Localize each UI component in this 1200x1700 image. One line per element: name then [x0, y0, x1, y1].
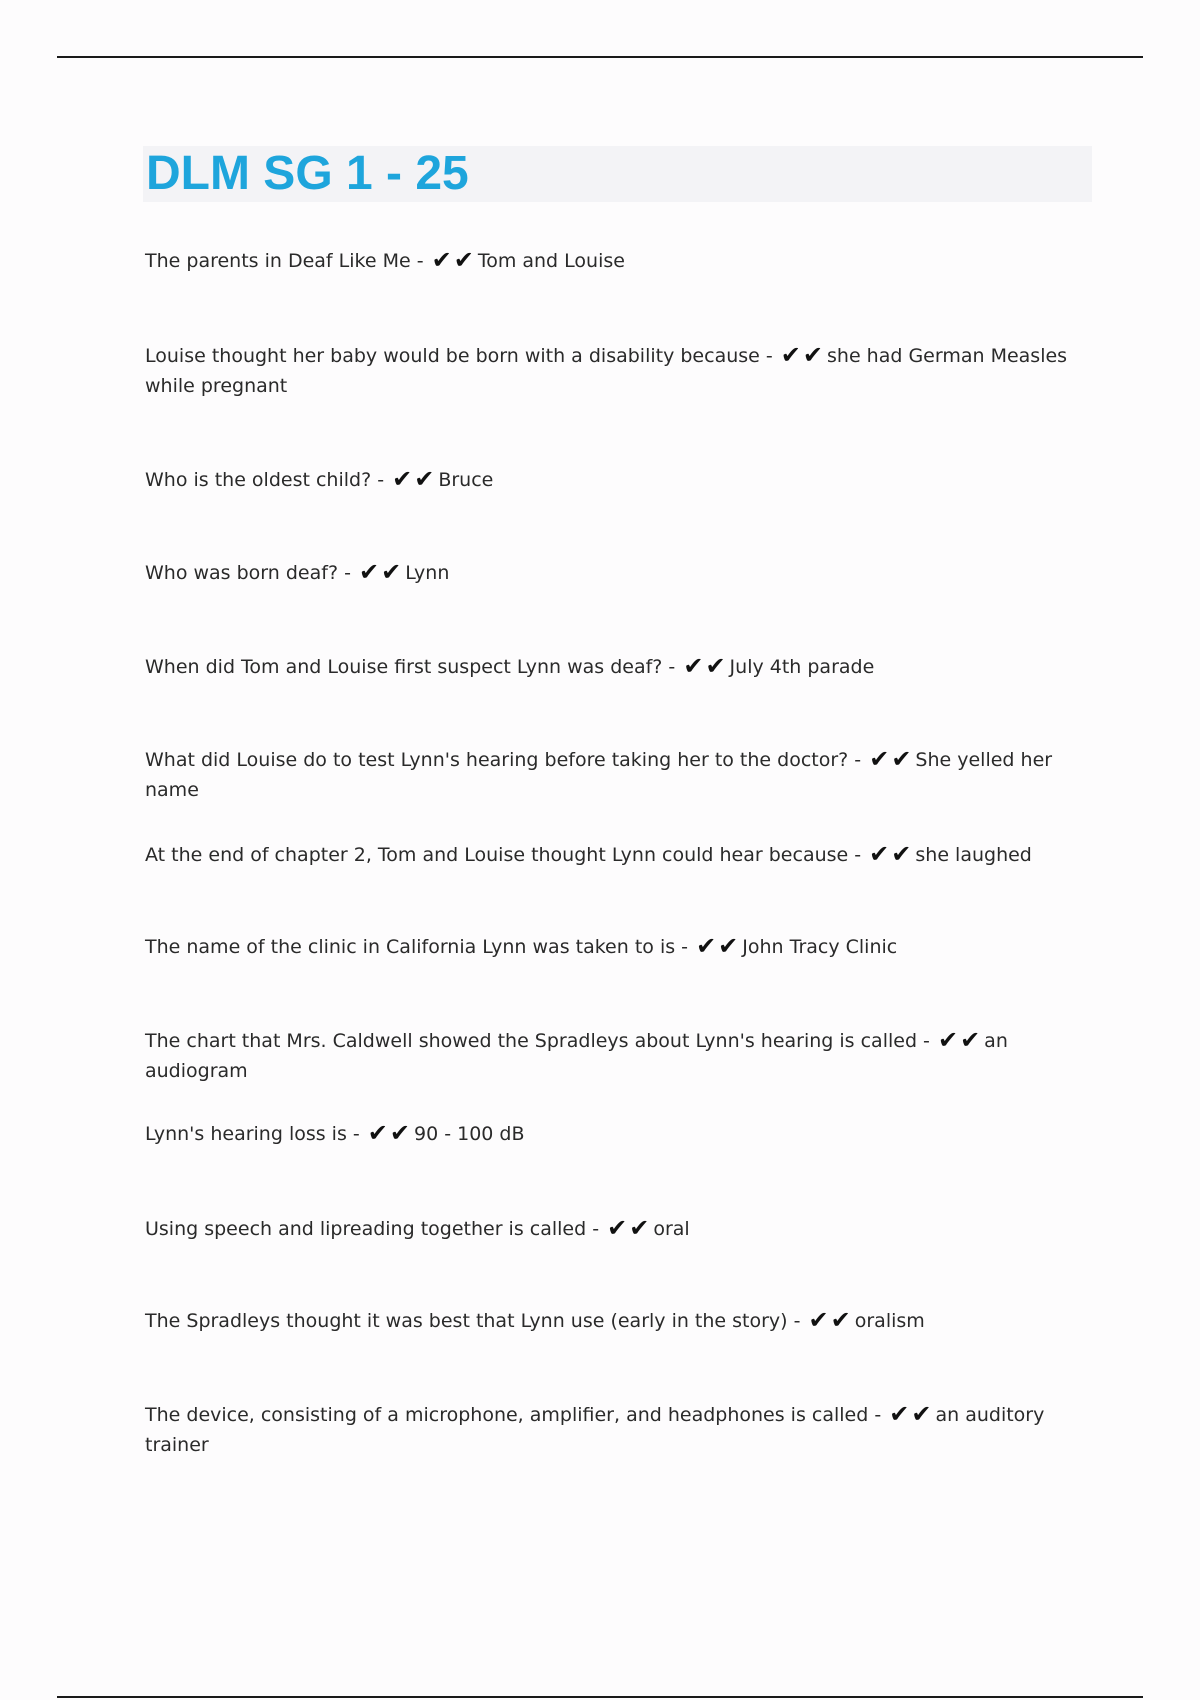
question-text: Lynn's hearing loss is	[145, 1123, 347, 1145]
check-icon: ✔	[869, 840, 892, 868]
question-text: What did Louise do to test Lynn's hearing before taking her to the doctor?	[145, 749, 849, 771]
answer-text: she had German Measles while pregnant	[145, 345, 1068, 397]
question-text: The name of the clinic in California Lynn was taken to is	[145, 936, 676, 958]
check-icon: ✔	[808, 1306, 831, 1334]
check-icon: ✔	[389, 1119, 413, 1147]
check-icon: ✔	[381, 558, 404, 586]
answer-text: Bruce	[438, 469, 494, 491]
double-check-icon	[869, 745, 914, 773]
double-check-icon	[358, 558, 404, 586]
check-icon: ✔	[718, 932, 741, 960]
question-text: Who is the oldest child?	[145, 469, 372, 491]
answer-text: 90 - 100 dB	[414, 1123, 525, 1145]
separator-text: -	[662, 656, 682, 678]
double-check-icon	[780, 341, 825, 369]
question-text: Louise thought her baby would be born with a disability because	[145, 345, 760, 367]
check-icon: ✔	[392, 465, 415, 493]
check-icon: ✔	[453, 246, 476, 274]
separator-text: -	[346, 1123, 366, 1145]
answer-text: oral	[653, 1218, 690, 1240]
separator-text: -	[759, 345, 779, 367]
qa-item	[145, 1306, 1085, 1336]
document-title: DLM SG 1 - 25	[146, 147, 469, 200]
question-text: At the end of chapter 2, Tom and Louise thought Lynn could hear because	[145, 844, 849, 866]
check-icon: ✔	[431, 246, 454, 274]
check-icon: ✔	[891, 840, 914, 868]
check-icon: ✔	[367, 1119, 390, 1147]
double-check-icon	[607, 1214, 652, 1242]
check-icon: ✔	[891, 745, 914, 773]
qa-item	[145, 932, 1085, 962]
answer-text: She yelled her name	[145, 749, 1053, 801]
check-icon: ✔	[414, 465, 437, 493]
check-icon: ✔	[358, 558, 382, 586]
double-check-icon	[683, 652, 728, 680]
separator-text: -	[338, 562, 357, 584]
check-icon: ✔	[780, 341, 803, 369]
separator-text: -	[917, 1030, 936, 1052]
qa-item	[145, 652, 1085, 682]
answer-text: an auditory trainer	[145, 1404, 1045, 1456]
check-icon: ✔	[937, 1026, 961, 1054]
answer-text: July 4th parade	[729, 656, 875, 678]
question-text: The device, consisting of a microphone, amplifier, and headphones is called	[145, 1404, 869, 1426]
answer-text: Lynn	[405, 562, 450, 584]
question-text: Using speech and lipreading together is called	[145, 1218, 587, 1240]
double-check-icon	[367, 1119, 413, 1147]
check-icon: ✔	[869, 745, 892, 773]
double-check-icon	[889, 1400, 934, 1428]
double-check-icon	[808, 1306, 853, 1334]
question-text: The chart that Mrs. Caldwell showed the Spradleys about Lynn's hearing is called	[145, 1030, 918, 1052]
separator-text: -	[848, 844, 868, 866]
qa-item	[145, 246, 1085, 276]
check-icon: ✔	[683, 652, 706, 680]
check-icon: ✔	[696, 932, 719, 960]
separator-text: -	[848, 749, 868, 771]
qa-item	[145, 465, 1085, 495]
check-icon: ✔	[629, 1214, 652, 1242]
double-check-icon	[937, 1026, 983, 1054]
qa-item	[145, 1119, 1085, 1149]
qa-item	[145, 1400, 1085, 1460]
check-icon: ✔	[607, 1214, 630, 1242]
answer-text: an audiogram	[145, 1030, 1008, 1082]
separator-text: -	[371, 469, 391, 491]
question-text: The Spradleys thought it was best that Lynn use (early in the story)	[145, 1310, 788, 1332]
check-icon: ✔	[911, 1400, 934, 1428]
check-icon: ✔	[802, 341, 825, 369]
answer-text: Tom and Louise	[477, 250, 625, 272]
question-text: The parents in Deaf Like Me	[145, 250, 411, 272]
bottom-rule	[57, 1696, 1143, 1698]
question-text: When did Tom and Louise first suspect Lynn was deaf?	[145, 656, 663, 678]
top-rule	[57, 56, 1143, 58]
separator-text: -	[868, 1404, 888, 1426]
separator-text: -	[675, 936, 695, 958]
answer-text: she laughed	[915, 844, 1032, 866]
qa-item	[145, 558, 1085, 588]
qa-item	[145, 341, 1085, 401]
answer-text: John Tracy Clinic	[742, 936, 898, 958]
double-check-icon	[431, 246, 476, 274]
separator-text: -	[410, 250, 430, 272]
separator-text: -	[787, 1310, 807, 1332]
double-check-icon	[696, 932, 741, 960]
qa-item	[145, 1214, 1085, 1244]
separator-text: -	[586, 1218, 606, 1240]
double-check-icon	[869, 840, 914, 868]
answer-text: oralism	[854, 1310, 925, 1332]
qa-item	[145, 1026, 1085, 1086]
question-text: Who was born deaf?	[145, 562, 339, 584]
check-icon: ✔	[830, 1306, 853, 1334]
qa-item	[145, 745, 1085, 805]
check-icon: ✔	[889, 1400, 912, 1428]
check-icon: ✔	[705, 652, 728, 680]
check-icon: ✔	[960, 1026, 983, 1054]
qa-item	[145, 840, 1085, 870]
double-check-icon	[392, 465, 437, 493]
